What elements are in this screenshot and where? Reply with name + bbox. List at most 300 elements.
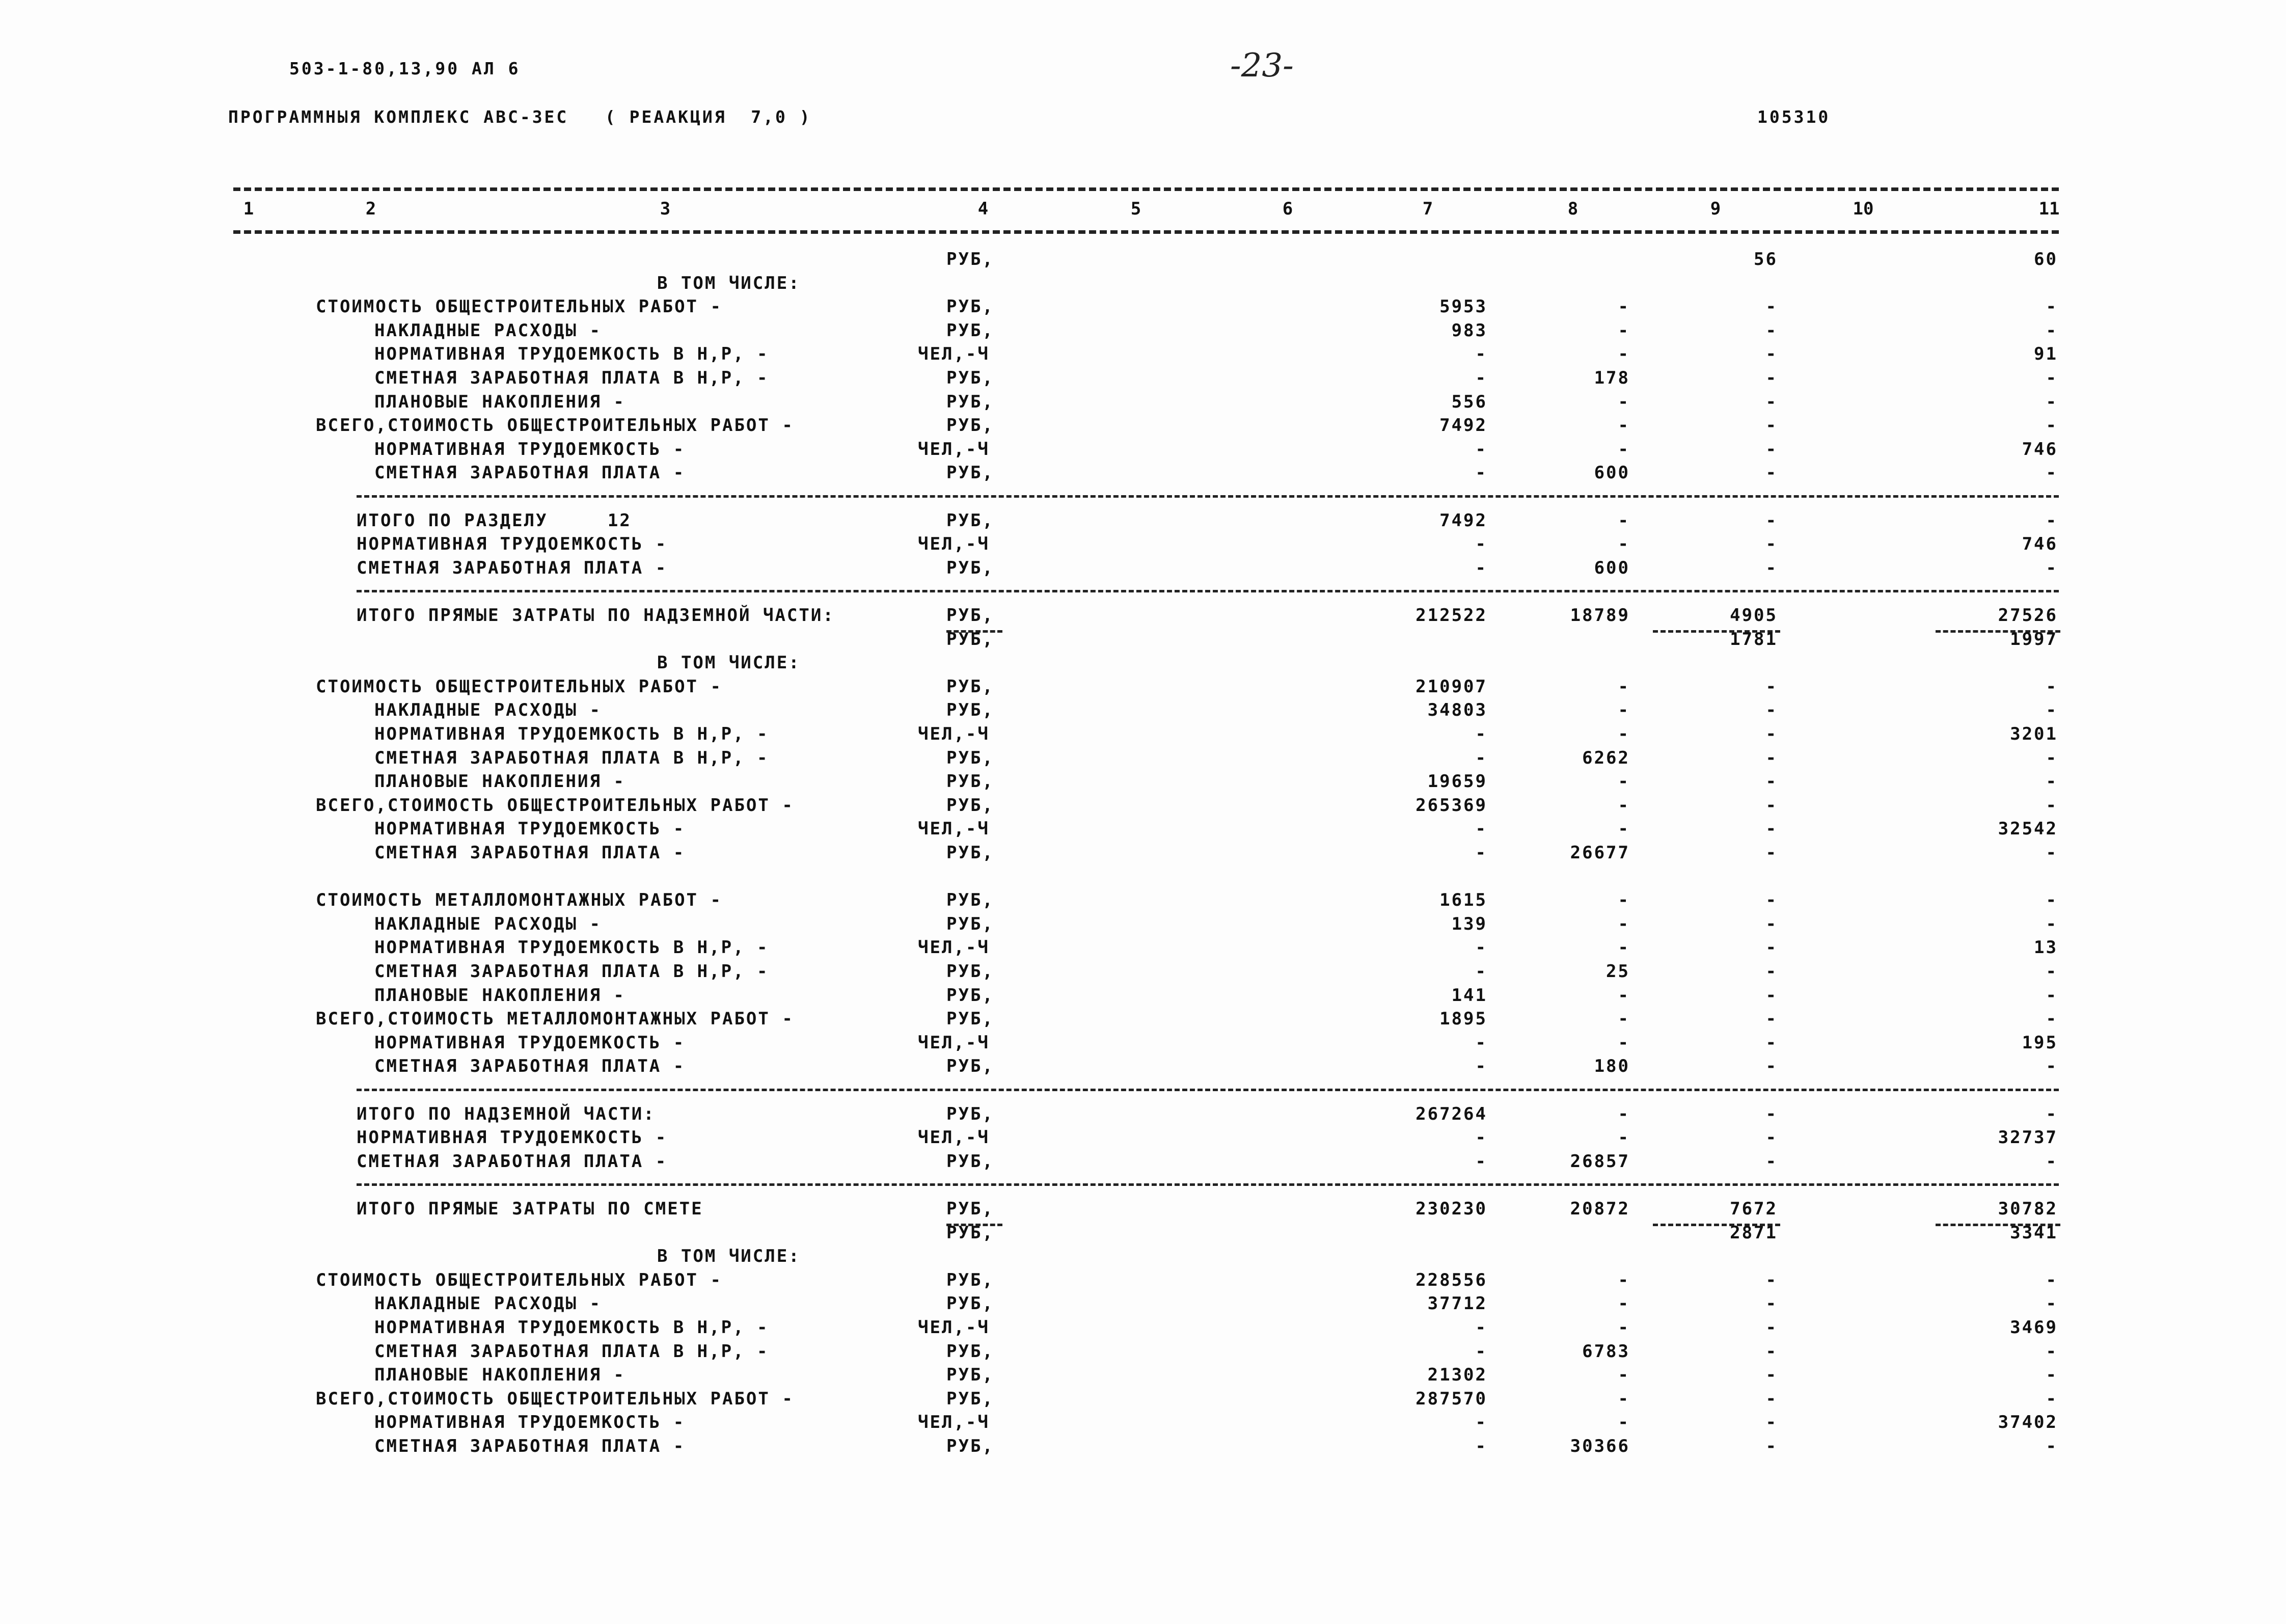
col11-value: 27526 [1998, 605, 2058, 626]
col7-value: 19659 [1427, 771, 1487, 792]
row-label: ИТОГО ПО НАДЗЕМНОЙ ЧАСТИ: [357, 1104, 656, 1124]
col9-value: - [1765, 1389, 1778, 1409]
table-row [0, 888, 2286, 912]
row-label: ИТОГО ПО РАЗДЕЛУ 12 [357, 510, 632, 531]
row-label: НОРМАТИВНАЯ ТРУДОЕМКОСТЬ - [374, 819, 686, 839]
col7-value: 34803 [1427, 700, 1487, 720]
row-unit: РУБ, [946, 249, 994, 269]
col11-value: - [2046, 985, 2058, 1006]
table-row [0, 794, 2286, 817]
row-label: НОРМАТИВНАЯ ТРУДОЕМКОСТЬ - [374, 1033, 686, 1053]
col11-value: 37402 [1998, 1412, 2058, 1432]
col7-value: - [1475, 937, 1487, 958]
col8-value: - [1618, 534, 1630, 554]
row-label: НОРМАТИВНАЯ ТРУДОЕМКОСТЬ - [374, 439, 686, 459]
col7-value: 139 [1451, 914, 1487, 934]
col8-value: - [1618, 914, 1630, 934]
col7-value: - [1475, 1341, 1487, 1362]
table-row [0, 770, 2286, 793]
col8-value: 26857 [1570, 1151, 1630, 1172]
row-unit: РУБ, [946, 961, 994, 982]
col9-value: - [1765, 392, 1778, 412]
col9-value: - [1765, 1436, 1778, 1456]
col9-value: - [1765, 819, 1778, 839]
col9-value: - [1765, 1056, 1778, 1076]
col9-value: 4905 [1730, 605, 1778, 626]
col8-value: 18789 [1570, 605, 1630, 626]
col11-value: - [2046, 843, 2058, 863]
col11-value: - [2046, 1389, 2058, 1409]
table-row [0, 746, 2286, 770]
col9-value: 7672 [1730, 1199, 1778, 1219]
table-row [0, 604, 2286, 627]
table-row [0, 651, 2286, 674]
table-row [0, 532, 2286, 556]
row-label: ВСЕГО,СТОИМОСТЬ МЕТАЛЛОМОНТАЖНЫХ РАБОТ - [316, 1009, 794, 1029]
column-header: 2 [365, 199, 376, 219]
col11-value: - [2046, 1056, 2058, 1076]
row-unit: РУБ, [946, 1199, 994, 1219]
table-row [0, 675, 2286, 698]
row-label: СМЕТНАЯ ЗАРАБОТНАЯ ПЛАТА - [374, 463, 686, 483]
row-unit: РУБ, [946, 415, 994, 436]
table-row [0, 841, 2286, 864]
table-row [0, 698, 2286, 722]
row-unit: ЧЕЛ,-Ч [918, 819, 990, 839]
col11-value: - [2046, 890, 2058, 910]
col11-value: - [2046, 914, 2058, 934]
col7-value: - [1475, 1412, 1487, 1432]
col11-value: - [2046, 676, 2058, 697]
table-row [0, 817, 2286, 841]
row-unit: РУБ, [946, 1270, 994, 1290]
row-label: СМЕТНАЯ ЗАРАБОТНАЯ ПЛАТА В Н,Р, - [374, 368, 769, 388]
row-label: В ТОМ ЧИСЛЕ: [657, 273, 801, 293]
table-row [0, 366, 2286, 390]
col11-value: - [2046, 700, 2058, 720]
column-header: 10 [1853, 199, 1874, 219]
row-label: СМЕТНАЯ ЗАРАБОТНАЯ ПЛАТА - [357, 558, 668, 578]
col11-value: - [2046, 320, 2058, 341]
col11-value: - [2046, 558, 2058, 578]
col8-value: 6262 [1582, 748, 1630, 768]
col7-value: 267264 [1416, 1104, 1487, 1124]
row-label: НОРМАТИВНАЯ ТРУДОЕМКОСТЬ В Н,Р, - [374, 937, 769, 958]
col9-value: - [1765, 368, 1778, 388]
row-unit: РУБ, [946, 985, 994, 1006]
column-header: 5 [1130, 199, 1141, 219]
col11-value: - [2046, 1341, 2058, 1362]
col7-value: 983 [1451, 320, 1487, 341]
table-row [0, 1316, 2286, 1339]
row-unit: РУБ, [946, 463, 994, 483]
col9-value: - [1765, 344, 1778, 364]
col7-value: 1895 [1439, 1009, 1487, 1029]
col7-value: - [1475, 368, 1487, 388]
row-unit: РУБ, [946, 700, 994, 720]
col9-value: - [1765, 843, 1778, 863]
col8-value: 600 [1594, 463, 1630, 483]
row-unit: РУБ, [946, 392, 994, 412]
col8-value: - [1618, 795, 1630, 816]
program-title: ПРОГРАММНЫЯ КОМПЛЕКС АВС-3ЕС ( РЕААКЦИЯ 7,0 ) [228, 107, 812, 127]
row-label: НАКЛАДНЫЕ РАСХОДЫ - [374, 1293, 602, 1314]
col7-value: 1615 [1439, 890, 1487, 910]
col9-value: - [1765, 1104, 1778, 1124]
col7-value: - [1475, 439, 1487, 459]
row-unit: РУБ, [946, 748, 994, 768]
col11-value: 13 [2034, 937, 2058, 958]
col9-value: - [1765, 985, 1778, 1006]
row-label: ИТОГО ПРЯМЫЕ ЗАТРАТЫ ПО СМЕТЕ [357, 1199, 703, 1219]
row-label: ПЛАНОВЫЕ НАКОПЛЕНИЯ - [374, 1365, 625, 1385]
column-header: 1 [243, 199, 254, 219]
row-separator [357, 495, 2059, 498]
col8-value: - [1618, 1389, 1630, 1409]
col8-value: - [1618, 1104, 1630, 1124]
col8-value: - [1618, 415, 1630, 436]
table-row [0, 1102, 2286, 1126]
col7-value: 287570 [1416, 1389, 1487, 1409]
row-separator [357, 1183, 2059, 1186]
col7-value: - [1475, 1127, 1487, 1148]
col9-value: - [1765, 1317, 1778, 1338]
col7-value: 265369 [1416, 795, 1487, 816]
col11-value: - [2046, 1365, 2058, 1385]
table-row [0, 556, 2286, 580]
table-row [0, 319, 2286, 342]
col11-value: 746 [2022, 534, 2058, 554]
col7-value: 21302 [1427, 1365, 1487, 1385]
col11-value: 3201 [2010, 724, 2058, 744]
col11-value: 195 [2022, 1033, 2058, 1053]
col11-value: - [2046, 748, 2058, 768]
col11-value: 91 [2034, 344, 2058, 364]
col7-value: - [1475, 558, 1487, 578]
col7-value: 37712 [1427, 1293, 1487, 1314]
col11-value: 1997 [2010, 629, 2058, 649]
column-number-row [233, 199, 2059, 222]
column-header: 4 [977, 199, 989, 219]
col9-value: - [1765, 676, 1778, 697]
row-unit: ЧЕЛ,-Ч [918, 1127, 990, 1148]
col9-value: - [1765, 415, 1778, 436]
row-label: НАКЛАДНЫЕ РАСХОДЫ - [374, 700, 602, 720]
col9-value: - [1765, 1127, 1778, 1148]
col7-value: - [1475, 748, 1487, 768]
col7-value: 228556 [1416, 1270, 1487, 1290]
table-row [0, 1411, 2286, 1434]
table-row [0, 722, 2286, 746]
row-unit: РУБ, [946, 771, 994, 792]
col9-value: - [1765, 558, 1778, 578]
col8-value: - [1618, 439, 1630, 459]
header-separator-bottom [233, 230, 2059, 234]
col8-value: - [1618, 510, 1630, 531]
table-row [0, 1434, 2286, 1458]
table-row [0, 1031, 2286, 1054]
col7-value: - [1475, 819, 1487, 839]
row-label: НАКЛАДНЫЕ РАСХОДЫ - [374, 914, 602, 934]
row-unit: РУБ, [946, 368, 994, 388]
col11-value: 32542 [1998, 819, 2058, 839]
col11-value: - [2046, 795, 2058, 816]
row-unit: ЧЕЛ,-Ч [918, 1317, 990, 1338]
column-header: 6 [1282, 199, 1293, 219]
row-label: СМЕТНАЯ ЗАРАБОТНАЯ ПЛАТА В Н,Р, - [374, 961, 769, 982]
col11-value: - [2046, 1009, 2058, 1029]
row-unit: РУБ, [946, 1104, 994, 1124]
col11-value: 32737 [1998, 1127, 2058, 1148]
row-label: ВСЕГО,СТОИМОСТЬ ОБЩЕСТРОИТЕЛЬНЫХ РАБОТ - [316, 795, 794, 816]
col9-value: - [1765, 1341, 1778, 1362]
row-unit: ЧЕЛ,-Ч [918, 534, 990, 554]
col7-value: 210907 [1416, 676, 1487, 697]
row-unit: ЧЕЛ,-Ч [918, 439, 990, 459]
col9-value: - [1765, 296, 1778, 317]
col11-value: - [2046, 510, 2058, 531]
col8-value: - [1618, 392, 1630, 412]
col7-value: 212522 [1416, 605, 1487, 626]
col9-value: - [1765, 795, 1778, 816]
row-separator [357, 590, 2059, 592]
col8-value: - [1618, 1033, 1630, 1053]
col7-value: 7492 [1439, 510, 1487, 531]
row-unit: РУБ, [946, 1223, 994, 1243]
row-unit: РУБ, [946, 843, 994, 863]
col9-value: - [1765, 1293, 1778, 1314]
col7-value: - [1475, 1151, 1487, 1172]
col7-value: - [1475, 534, 1487, 554]
col8-value: - [1618, 296, 1630, 317]
table-row [0, 1150, 2286, 1173]
col9-value: 1781 [1730, 629, 1778, 649]
col8-value: 26677 [1570, 843, 1630, 863]
row-unit: ЧЕЛ,-Ч [918, 344, 990, 364]
col8-value: - [1618, 1127, 1630, 1148]
table-row [0, 509, 2286, 532]
col8-value: 178 [1594, 368, 1630, 388]
col8-value: 6783 [1582, 1341, 1630, 1362]
table-row [0, 1126, 2286, 1149]
row-unit: ЧЕЛ,-Ч [918, 724, 990, 744]
row-unit: РУБ, [946, 1293, 994, 1314]
row-label: СМЕТНАЯ ЗАРАБОТНАЯ ПЛАТА В Н,Р, - [374, 1341, 769, 1362]
col7-value: 230230 [1416, 1199, 1487, 1219]
column-header: 11 [2038, 199, 2060, 219]
table-row [0, 1054, 2286, 1078]
column-header: 3 [660, 199, 671, 219]
table-row [0, 912, 2286, 936]
row-unit: РУБ, [946, 558, 994, 578]
col9-value: - [1765, 1033, 1778, 1053]
col7-value: 5953 [1439, 296, 1487, 317]
row-unit: РУБ, [946, 676, 994, 697]
row-unit: ЧЕЛ,-Ч [918, 1412, 990, 1432]
col8-value: 30366 [1570, 1436, 1630, 1456]
col7-value: - [1475, 463, 1487, 483]
col9-value: - [1765, 771, 1778, 792]
col8-value: - [1618, 320, 1630, 341]
col7-value: - [1475, 344, 1487, 364]
table-row [0, 1292, 2286, 1315]
row-unit: РУБ, [946, 1341, 994, 1362]
col11-value: 3341 [2010, 1223, 2058, 1243]
col9-value: - [1765, 534, 1778, 554]
col9-value: - [1765, 1412, 1778, 1432]
col11-value: - [2046, 296, 2058, 317]
row-unit: РУБ, [946, 1436, 994, 1456]
col7-value: - [1475, 1317, 1487, 1338]
table-row [0, 628, 2286, 651]
row-unit: РУБ, [946, 605, 994, 626]
col11-value: - [2046, 1270, 2058, 1290]
table-row [0, 414, 2286, 437]
table-row [0, 272, 2286, 295]
row-label: СМЕТНАЯ ЗАРАБОТНАЯ ПЛАТА - [357, 1151, 668, 1172]
column-header: 8 [1567, 199, 1579, 219]
row-unit: РУБ, [946, 1056, 994, 1076]
col11-value: 60 [2034, 249, 2058, 269]
col11-value: - [2046, 771, 2058, 792]
row-unit: РУБ, [946, 1151, 994, 1172]
row-label: СТОИМОСТЬ МЕТАЛЛОМОНТАЖНЫХ РАБОТ - [316, 890, 722, 910]
row-label: НОРМАТИВНАЯ ТРУДОЕМКОСТЬ В Н,Р, - [374, 344, 769, 364]
col9-value: - [1765, 510, 1778, 531]
column-header: 7 [1422, 199, 1433, 219]
col9-value: 56 [1754, 249, 1778, 269]
col7-value: - [1475, 961, 1487, 982]
row-label: НОРМАТИВНАЯ ТРУДОЕМКОСТЬ - [374, 1412, 686, 1432]
col7-value: - [1475, 843, 1487, 863]
col11-value: - [2046, 1151, 2058, 1172]
row-unit: ЧЕЛ,-Ч [918, 937, 990, 958]
col11-value: - [2046, 463, 2058, 483]
col8-value: 25 [1606, 961, 1630, 982]
document-code: 503-1-80,13,90 АЛ 6 [289, 59, 521, 78]
row-unit: РУБ, [946, 1365, 994, 1385]
col9-value: - [1765, 1009, 1778, 1029]
row-label: ВСЕГО,СТОИМОСТЬ ОБЩЕСТРОИТЕЛЬНЫХ РАБОТ - [316, 415, 794, 436]
row-separator [357, 1089, 2059, 1091]
col9-value: - [1765, 724, 1778, 744]
table-row [0, 1007, 2286, 1031]
row-label: НОРМАТИВНАЯ ТРУДОЕМКОСТЬ В Н,Р, - [374, 724, 769, 744]
row-unit: РУБ, [946, 510, 994, 531]
col11-value: - [2046, 1436, 2058, 1456]
col9-value: - [1765, 700, 1778, 720]
col9-value: - [1765, 914, 1778, 934]
row-label: СМЕТНАЯ ЗАРАБОТНАЯ ПЛАТА - [374, 1436, 686, 1456]
col11-value: - [2046, 368, 2058, 388]
table-row [0, 461, 2286, 484]
row-unit: РУБ, [946, 914, 994, 934]
col8-value: - [1618, 1293, 1630, 1314]
row-label: СТОИМОСТЬ ОБЩЕСТРОИТЕЛЬНЫХ РАБОТ - [316, 1270, 722, 1290]
col8-value: - [1618, 890, 1630, 910]
col11-value: - [2046, 1104, 2058, 1124]
table-row [0, 295, 2286, 318]
col8-value: - [1618, 700, 1630, 720]
col9-value: - [1765, 961, 1778, 982]
table-row [0, 984, 2286, 1007]
table-row [0, 1363, 2286, 1387]
col7-value: 7492 [1439, 415, 1487, 436]
col11-value: - [2046, 1293, 2058, 1314]
col11-value: - [2046, 392, 2058, 412]
row-unit: РУБ, [946, 1389, 994, 1409]
col9-value: - [1765, 1365, 1778, 1385]
col9-value: - [1765, 320, 1778, 341]
table-row [0, 1268, 2286, 1292]
page-number: -23- [1230, 47, 1294, 85]
row-label: НОРМАТИВНАЯ ТРУДОЕМКОСТЬ В Н,Р, - [374, 1317, 769, 1338]
row-unit: РУБ, [946, 296, 994, 317]
row-label: НОРМАТИВНАЯ ТРУДОЕМКОСТЬ - [357, 534, 668, 554]
col8-value: - [1618, 1270, 1630, 1290]
col9-value: - [1765, 748, 1778, 768]
row-label: ВСЕГО,СТОИМОСТЬ ОБЩЕСТРОИТЕЛЬНЫХ РАБОТ - [316, 1389, 794, 1409]
column-header: 9 [1710, 199, 1721, 219]
col7-value: - [1475, 724, 1487, 744]
col9-value: - [1765, 937, 1778, 958]
col9-value: - [1765, 1151, 1778, 1172]
col8-value: - [1618, 1009, 1630, 1029]
col8-value: - [1618, 676, 1630, 697]
col8-value: 600 [1594, 558, 1630, 578]
row-label: В ТОМ ЧИСЛЕ: [657, 653, 801, 673]
row-label: СТОИМОСТЬ ОБЩЕСТРОИТЕЛЬНЫХ РАБОТ - [316, 676, 722, 697]
col8-value: - [1618, 344, 1630, 364]
code-number: 105310 [1757, 107, 1831, 127]
row-unit: РУБ, [946, 629, 994, 649]
table-row [0, 1244, 2286, 1268]
col7-value: 556 [1451, 392, 1487, 412]
table-row [0, 342, 2286, 366]
table-row [0, 936, 2286, 959]
row-unit: ЧЕЛ,-Ч [918, 1033, 990, 1053]
row-label: СТОИМОСТЬ ОБЩЕСТРОИТЕЛЬНЫХ РАБОТ - [316, 296, 722, 317]
row-label: СМЕТНАЯ ЗАРАБОТНАЯ ПЛАТА - [374, 1056, 686, 1076]
table-row [0, 960, 2286, 983]
col9-value: - [1765, 890, 1778, 910]
col9-value: - [1765, 463, 1778, 483]
col8-value: - [1618, 771, 1630, 792]
table-row [0, 1340, 2286, 1363]
row-label: ПЛАНОВЫЕ НАКОПЛЕНИЯ - [374, 771, 625, 792]
row-label: В ТОМ ЧИСЛЕ: [657, 1246, 801, 1266]
col11-value: - [2046, 961, 2058, 982]
header-separator-top [233, 187, 2059, 191]
col8-value: - [1618, 1365, 1630, 1385]
col8-value: - [1618, 724, 1630, 744]
row-label: НОРМАТИВНАЯ ТРУДОЕМКОСТЬ - [357, 1127, 668, 1148]
col11-value: - [2046, 415, 2058, 436]
col11-value: 746 [2022, 439, 2058, 459]
table-row [0, 1387, 2286, 1411]
table-row [0, 390, 2286, 414]
col8-value: - [1618, 985, 1630, 1006]
col8-value: - [1618, 819, 1630, 839]
col7-value: - [1475, 1436, 1487, 1456]
col8-value: - [1618, 1317, 1630, 1338]
row-label: ИТОГО ПРЯМЫЕ ЗАТРАТЫ ПО НАДЗЕМНОЙ ЧАСТИ: [357, 605, 835, 626]
row-unit: РУБ, [946, 795, 994, 816]
row-label: НАКЛАДНЫЕ РАСХОДЫ - [374, 320, 602, 341]
col8-value: - [1618, 1412, 1630, 1432]
col8-value: - [1618, 937, 1630, 958]
row-label: ПЛАНОВЫЕ НАКОПЛЕНИЯ - [374, 985, 625, 1006]
